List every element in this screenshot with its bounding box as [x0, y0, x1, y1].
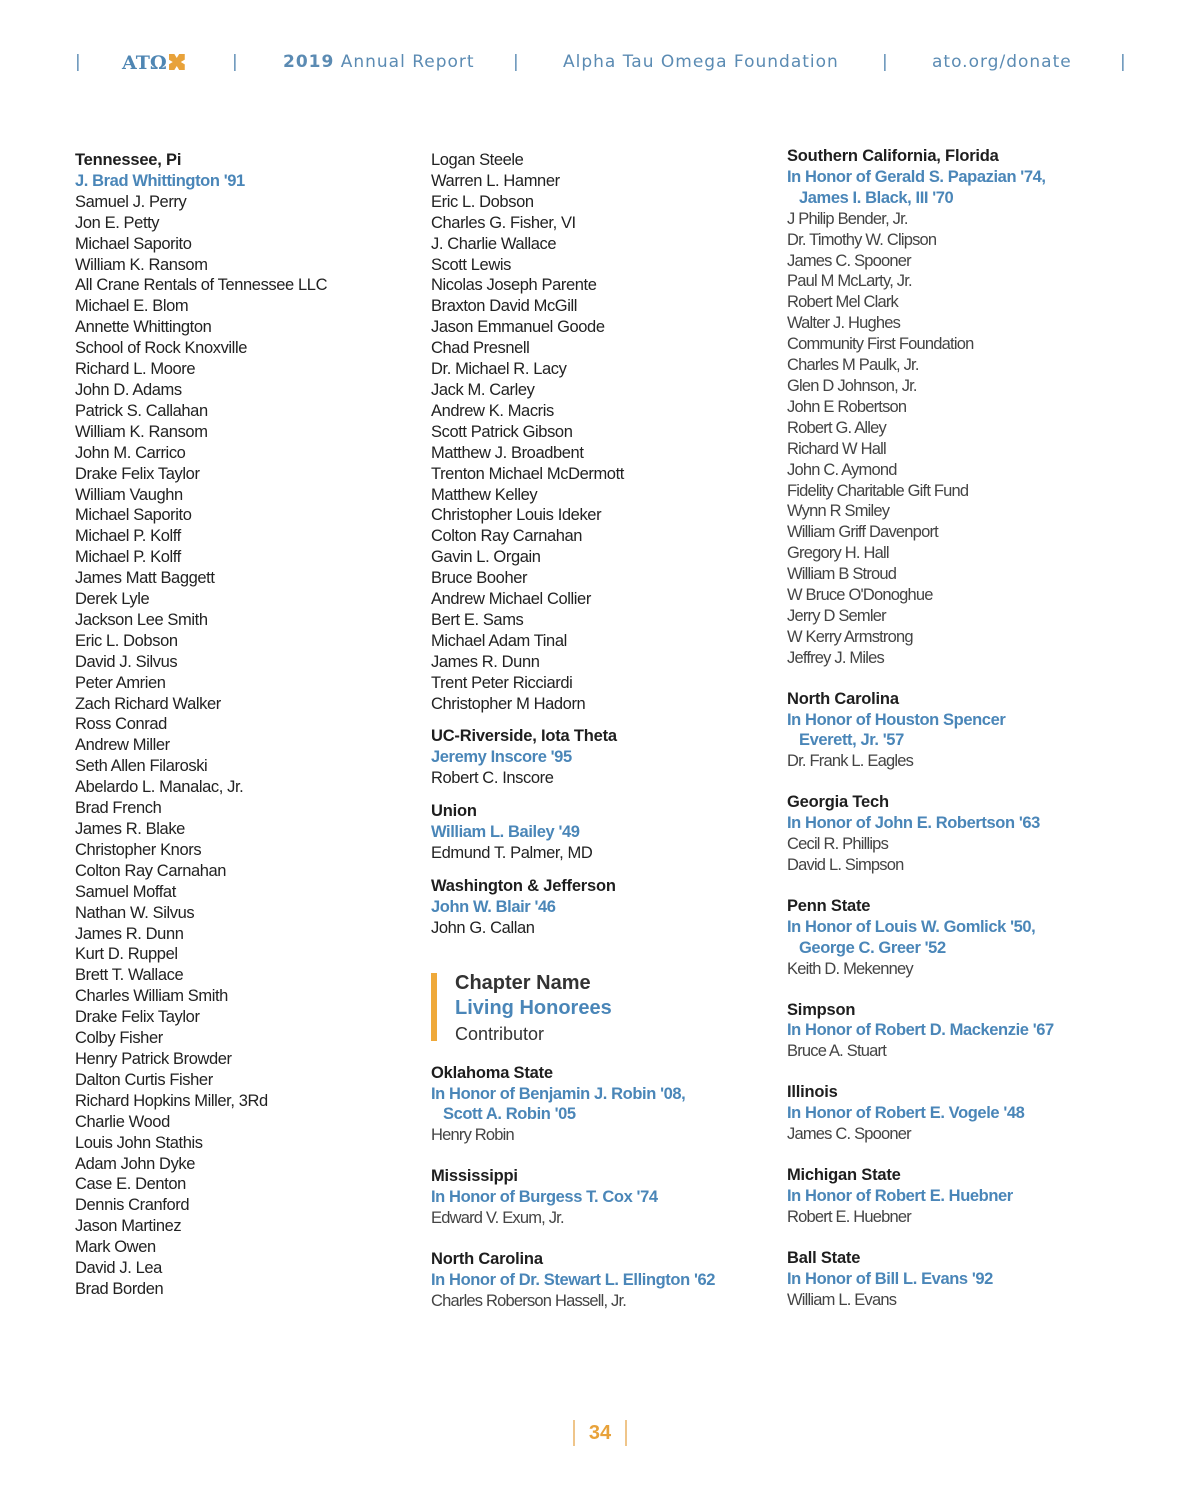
- honoree-name: In Honor of Robert E. Vogele '48: [787, 1104, 1025, 1123]
- column-left: [75, 150, 405, 1300]
- contributor-name: David J. Lea: [75, 1259, 162, 1278]
- contributor-name: Christopher Louis Ideker: [431, 506, 602, 525]
- contributor-name: Walter J. Hughes: [787, 314, 901, 333]
- contributor-name: Eric L. Dobson: [431, 192, 534, 211]
- contributor-name: Colby Fisher: [75, 1029, 163, 1048]
- report-title: [283, 52, 475, 72]
- contributor-name: Christopher M Hadorn: [431, 694, 586, 713]
- chapter-name: Michigan State: [787, 1165, 901, 1184]
- chapter-name: Illinois: [787, 1083, 838, 1102]
- contributor-name: Richard W Hall: [787, 439, 886, 458]
- contributor-name: Glen D Johnson, Jr.: [787, 376, 917, 395]
- column-middle: [431, 150, 761, 1312]
- logo-text: ATΩ: [122, 52, 167, 74]
- honoree-name-continued: George C. Greer '52: [799, 938, 946, 957]
- contributor-name: W Bruce O'Donoghue: [787, 586, 933, 605]
- contributor-name: Charles M Paulk, Jr.: [787, 356, 919, 375]
- contributor-name: Zach Richard Walker: [75, 694, 221, 713]
- contributor-name: William Vaughn: [75, 485, 183, 504]
- section-spacer: [787, 1062, 1127, 1082]
- section-spacer: [787, 772, 1127, 792]
- chapter-name: Mississippi: [431, 1167, 518, 1186]
- legend-contributor: Contributor: [455, 1023, 545, 1044]
- contributor-name: Michael P. Kolff: [75, 527, 181, 546]
- contributor-name: John E Robertson: [787, 397, 907, 416]
- contributor-name: Dr. Timothy W. Clipson: [787, 230, 937, 249]
- contributor-name: Brett T. Wallace: [75, 966, 184, 985]
- contributor-name: Michael P. Kolff: [75, 548, 181, 567]
- contributor-name: Cecil R. Phillips: [787, 835, 889, 854]
- header-divider: |: [75, 52, 82, 72]
- honoree-name: In Honor of Gerald S. Papazian '74,: [787, 167, 1046, 186]
- contributor-name: Charles William Smith: [75, 987, 228, 1006]
- section-spacer: [431, 1229, 761, 1249]
- contributor-name: Charles G. Fisher, VI: [431, 213, 576, 232]
- contributor-name: Michael Saporito: [75, 506, 192, 525]
- contributor-name: Dr. Frank L. Eagles: [787, 752, 914, 771]
- section-spacer: [431, 1146, 761, 1166]
- honoree-name: In Honor of Robert E. Huebner: [787, 1186, 1013, 1205]
- contributor-name: Derek Lyle: [75, 590, 150, 609]
- contributor-name: W Kerry Armstrong: [787, 627, 913, 646]
- contributor-name: David L. Simpson: [787, 856, 904, 874]
- contributor-name: Trenton Michael McDermott: [431, 464, 624, 483]
- chapter-name: Washington & Jefferson: [431, 876, 616, 895]
- page-number: [0, 1420, 1200, 1446]
- section-spacer: [431, 789, 761, 801]
- contributor-name: Adam John Dyke: [75, 1154, 196, 1173]
- contributor-name: James R. Blake: [75, 820, 185, 838]
- contributor-name: Jack M. Carley: [431, 380, 535, 399]
- contributor-name: Gregory H. Hall: [787, 544, 889, 563]
- contributor-name: J Philip Bender, Jr.: [787, 209, 908, 228]
- foundation-name: Alpha Tau Omega Foundation: [563, 52, 839, 72]
- column-right: [787, 146, 1127, 1310]
- contributor-name: Bert E. Sams: [431, 610, 524, 629]
- contributor-name: Michael Saporito: [75, 234, 192, 253]
- contributor-name: Braxton David McGill: [431, 297, 578, 316]
- honoree-name: In Honor of Houston Spencer: [787, 710, 1006, 729]
- page-number-text: 34: [588, 1421, 612, 1444]
- chapter-name: Simpson: [787, 1000, 856, 1019]
- chapter-name: Tennessee, Pi: [75, 151, 182, 169]
- contributor-name: Matthew Kelley: [431, 485, 538, 504]
- contributor-name: Samuel J. Perry: [75, 192, 187, 211]
- contributor-name: David J. Silvus: [75, 652, 178, 671]
- contributor-name: Kurt D. Ruppel: [75, 945, 178, 964]
- contributor-name: Chad Presnell: [431, 339, 530, 358]
- section-spacer: [787, 1228, 1127, 1248]
- chapter-name: Union: [431, 802, 477, 821]
- contributor-name: William B Stroud: [787, 565, 897, 584]
- contributor-name: James C. Spooner: [787, 251, 911, 270]
- contributor-name: Drake Felix Taylor: [75, 464, 200, 483]
- middle-list: [431, 150, 761, 939]
- contributor-name: Scott Lewis: [431, 255, 511, 274]
- contributor-name: Charles Roberson Hassell, Jr.: [431, 1291, 627, 1310]
- contributor-name: Jerry D Semler: [787, 606, 886, 625]
- contributor-name: James R. Dunn: [75, 924, 184, 943]
- chapter-name: Ball State: [787, 1248, 861, 1267]
- section-spacer: [431, 864, 761, 876]
- contributor-name: Samuel Moffat: [75, 882, 176, 901]
- contributor-name: Dr. Michael R. Lacy: [431, 360, 567, 379]
- contributor-name: Henry Patrick Browder: [75, 1049, 232, 1068]
- section-spacer: [431, 714, 761, 726]
- contributor-name: Jackson Lee Smith: [75, 610, 208, 629]
- contributor-name: Paul M McLarty, Jr.: [787, 272, 912, 291]
- contributor-name: John C. Aymond: [787, 460, 897, 479]
- header-divider: |: [1120, 52, 1127, 72]
- contributor-name: Robert G. Alley: [787, 418, 886, 437]
- middle-list-lower: [431, 1063, 761, 1312]
- contributor-name: James Matt Baggett: [75, 569, 215, 588]
- honoree-name: Jeremy Inscore '95: [431, 748, 572, 767]
- chapter-name: Oklahoma State: [431, 1063, 553, 1082]
- header-divider: |: [882, 52, 889, 72]
- honoree-name: In Honor of Benjamin J. Robin '08,: [431, 1084, 686, 1103]
- report-year: 2019: [283, 52, 335, 72]
- contributor-name: Edward V. Exum, Jr.: [431, 1209, 564, 1228]
- contributor-name: Richard Hopkins Miller, 3Rd: [75, 1091, 268, 1110]
- contributor-name: Robert E. Huebner: [787, 1207, 911, 1226]
- contributor-name: Charlie Wood: [75, 1112, 170, 1131]
- contributor-name: Case E. Denton: [75, 1175, 186, 1194]
- contributor-name: Edmund T. Palmer, MD: [431, 844, 593, 862]
- donate-link[interactable]: ato.org/donate: [932, 52, 1072, 72]
- honoree-name: In Honor of Louis W. Gomlick '50,: [787, 917, 1036, 936]
- contributor-name: Eric L. Dobson: [75, 631, 178, 650]
- contributor-name: Jason Martinez: [75, 1217, 182, 1236]
- honoree-name: In Honor of Robert D. Mackenzie '67: [787, 1021, 1054, 1040]
- header-divider: |: [513, 52, 520, 72]
- contributor-name: Nicolas Joseph Parente: [431, 276, 597, 295]
- contributor-name: John D. Adams: [75, 380, 182, 399]
- page-header: [0, 52, 1200, 76]
- contributor-name: Wynn R Smiley: [787, 502, 890, 521]
- chapter-name: Georgia Tech: [787, 793, 889, 812]
- contributor-name: John G. Callan: [431, 918, 535, 937]
- section-spacer: [787, 876, 1127, 896]
- cross-icon: [169, 54, 185, 70]
- legend-chapter-name: Chapter Name: [455, 971, 591, 994]
- contributor-name: Jeffrey J. Miles: [787, 648, 884, 667]
- contributor-name: William L. Evans: [787, 1290, 897, 1309]
- contributor-name: Robert Mel Clark: [787, 293, 898, 312]
- contributor-name: Michael E. Blom: [75, 297, 189, 316]
- contributor-name: Annette Whittington: [75, 318, 212, 337]
- chapter-name: North Carolina: [431, 1249, 543, 1268]
- contributor-name: Fidelity Charitable Gift Fund: [787, 481, 969, 500]
- contributor-name: Jon E. Petty: [75, 213, 160, 232]
- ato-logo: [122, 52, 185, 74]
- contributor-name: Abelardo L. Manalac, Jr.: [75, 778, 244, 797]
- contributor-name: Bruce Booher: [431, 569, 528, 588]
- contributor-name: Richard L. Moore: [75, 360, 196, 379]
- contributor-name: J. Charlie Wallace: [431, 234, 557, 253]
- contributor-name: Logan Steele: [431, 151, 524, 169]
- contributor-name: Patrick S. Callahan: [75, 401, 208, 420]
- honoree-name: In Honor of John E. Robertson '63: [787, 814, 1040, 833]
- chapter-name: Southern California, Florida: [787, 147, 999, 165]
- contributor-name: Nathan W. Silvus: [75, 903, 195, 922]
- contributor-name: Louis John Stathis: [75, 1133, 203, 1152]
- honoree-name: William L. Bailey '49: [431, 823, 580, 842]
- contributor-name: James C. Spooner: [787, 1125, 911, 1144]
- contributor-name: Dalton Curtis Fisher: [75, 1070, 213, 1089]
- contributor-name: Seth Allen Filaroski: [75, 757, 208, 776]
- contributor-name: Mark Owen: [75, 1238, 156, 1257]
- legend-living-honorees: Living Honorees: [455, 996, 612, 1019]
- contributor-name: Keith D. Mekenney: [787, 959, 913, 978]
- legend-key: [431, 971, 761, 1043]
- contributor-name: Colton Ray Carnahan: [75, 861, 227, 880]
- contributor-name: William K. Ransom: [75, 422, 208, 441]
- contributor-name: Ross Conrad: [75, 715, 167, 734]
- contributor-name: William Griff Davenport: [787, 523, 938, 542]
- section-spacer: [787, 980, 1127, 1000]
- contributor-name: School of Rock Knoxville: [75, 339, 247, 358]
- page-number-bar-left: [573, 1420, 575, 1446]
- section-spacer: [787, 669, 1127, 689]
- contributor-name: Andrew Miller: [75, 736, 170, 755]
- contributor-name: Henry Robin: [431, 1126, 514, 1145]
- legend-accent-bar: [431, 973, 437, 1041]
- contributor-name: Dennis Cranford: [75, 1196, 190, 1215]
- report-label: Annual Report: [334, 52, 475, 72]
- contributor-name: Robert C. Inscore: [431, 769, 554, 788]
- contributor-name: James R. Dunn: [431, 652, 540, 671]
- contributor-name: John M. Carrico: [75, 443, 186, 462]
- chapter-name: Penn State: [787, 896, 871, 915]
- contributor-name: Brad Borden: [75, 1279, 164, 1298]
- honoree-name: In Honor of Burgess T. Cox '74: [431, 1188, 658, 1207]
- contributor-name: Andrew K. Macris: [431, 401, 554, 420]
- contributor-name: Bruce A. Stuart: [787, 1042, 886, 1061]
- contributor-name: Community First Foundation: [787, 335, 974, 354]
- honoree-name: In Honor of Bill L. Evans '92: [787, 1269, 993, 1288]
- honoree-name: John W. Blair '46: [431, 897, 556, 916]
- honoree-name: J. Brad Whittington '91: [75, 171, 245, 190]
- honoree-name: In Honor of Dr. Stewart L. Ellington '62: [431, 1270, 716, 1289]
- honoree-name-continued: Scott A. Robin '05: [443, 1105, 576, 1124]
- contributor-name: Peter Amrien: [75, 673, 166, 692]
- contributor-name: Scott Patrick Gibson: [431, 422, 573, 441]
- contributor-name: Gavin L. Orgain: [431, 548, 541, 567]
- contributor-name: Drake Felix Taylor: [75, 1008, 200, 1027]
- page-number-bar-right: [625, 1420, 627, 1446]
- contributor-name: Andrew Michael Collier: [431, 590, 591, 609]
- contributor-name: Michael Adam Tinal: [431, 631, 567, 650]
- contributor-name: Brad French: [75, 799, 162, 818]
- section-spacer: [787, 1145, 1127, 1165]
- contributor-name: William K. Ransom: [75, 255, 208, 274]
- honoree-name-continued: Everett, Jr. '57: [799, 731, 904, 750]
- contributor-name: Jason Emmanuel Goode: [431, 318, 605, 337]
- contributor-name: Colton Ray Carnahan: [431, 527, 583, 546]
- chapter-name: UC-Riverside, Iota Theta: [431, 727, 617, 746]
- header-divider: |: [232, 52, 239, 72]
- contributor-name: Matthew J. Broadbent: [431, 443, 584, 462]
- contributor-name: Warren L. Hamner: [431, 171, 560, 190]
- contributor-name: Christopher Knors: [75, 840, 202, 859]
- contributor-name: All Crane Rentals of Tennessee LLC: [75, 276, 328, 295]
- chapter-name: North Carolina: [787, 689, 899, 708]
- honoree-name-continued: James I. Black, III '70: [799, 188, 954, 207]
- contributor-name: Trent Peter Ricciardi: [431, 673, 573, 692]
